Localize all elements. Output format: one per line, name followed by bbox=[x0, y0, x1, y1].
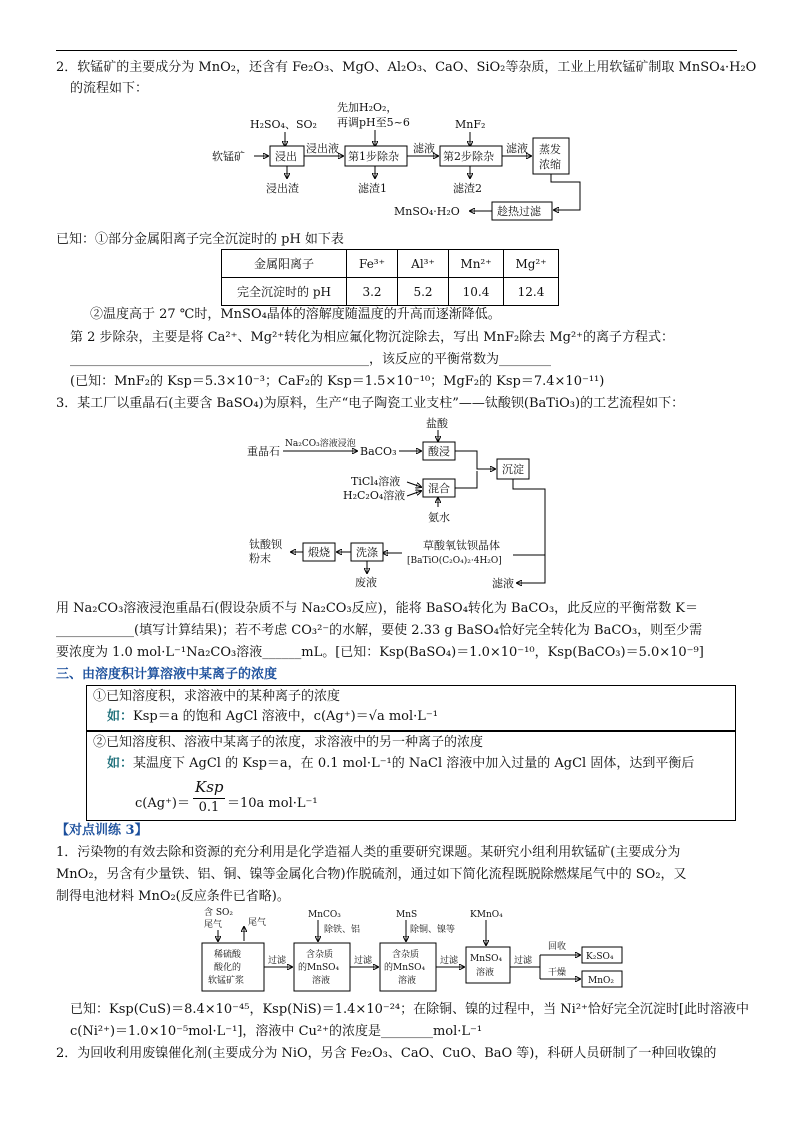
q3-hcl: 盐酸 bbox=[426, 417, 448, 430]
p-dry: 干燥 bbox=[548, 968, 567, 978]
q3-crystal1: 草酸氧钛钡晶体 bbox=[423, 539, 500, 552]
table-cell: 3.2 bbox=[347, 278, 398, 306]
q3-wash: 洗涤 bbox=[356, 546, 378, 559]
practice-flowchart bbox=[196, 905, 636, 997]
p-so2-2: 尾气 bbox=[204, 920, 223, 930]
q3-nh3: 氨水 bbox=[428, 511, 450, 524]
practice-q1-l2: MnO₂，另含有少量铁、铝、铜、镍等金属化合物)作脱硫剂，通过如下简化流程既脱除燃煤尾气中的 SO₂，又 bbox=[56, 867, 687, 882]
q2-flowchart bbox=[210, 98, 590, 224]
q2-evap2: 浓缩 bbox=[539, 158, 561, 171]
table-cell: 5.2 bbox=[398, 278, 449, 306]
p-mno2: MnO₂ bbox=[588, 976, 614, 986]
q3-ticl4: TiCl₄溶液 bbox=[351, 475, 401, 488]
q3-ask3: 要浓度为 1.0 mol·L⁻¹Na₂CO₃溶液______mL。[已知：Ksp(BaSO₄)＝1.0×10⁻¹⁰，Ksp(BaCO₃)＝5.0×10⁻⁹] bbox=[56, 645, 704, 660]
q3-mix: 混合 bbox=[428, 482, 450, 495]
p-filter2: 过滤 bbox=[354, 956, 373, 966]
p-imp1b: 含杂质 bbox=[392, 950, 420, 960]
box2-example-text: 某温度下 AgCl 的 Ksp＝a，在 0.1 mol·L⁻¹的 NaCl 溶液中加入过量的 AgCl 固体，达到平衡后 bbox=[133, 756, 695, 771]
q2-leach: 浸出 bbox=[275, 150, 297, 163]
q2-evap1: 蒸发 bbox=[539, 143, 561, 156]
q2-residue2: 滤渣2 bbox=[453, 182, 482, 195]
p-slurry1: 稀硫酸 bbox=[214, 950, 242, 960]
fraction-bar bbox=[193, 798, 225, 799]
p-remove-cu: 除铜、镍等 bbox=[410, 925, 456, 935]
q2-reagent1: H₂SO₄、SO₂ bbox=[250, 118, 317, 131]
q3-filtrate: 滤液 bbox=[492, 577, 514, 590]
p-recover: 回收 bbox=[548, 942, 567, 952]
method-box-1 bbox=[86, 685, 736, 731]
practice-q1-l3: 制得电池材料 MnO₂(反应条件已省略)。 bbox=[56, 889, 290, 904]
q2-ksp: (已知：MnF₂的 Ksp＝5.3×10⁻³；CaF₂的 Ksp＝1.5×10⁻¹⁰；MgF₂的 Ksp＝7.4×10⁻¹¹) bbox=[70, 374, 605, 389]
p-remove-fe: 除铁、铝 bbox=[324, 925, 361, 935]
table-cell: 10.4 bbox=[449, 278, 504, 306]
p-imp3: 溶液 bbox=[312, 976, 331, 986]
q3-soak: Na₂CO₃溶液浸泡 bbox=[285, 439, 356, 449]
table-row bbox=[222, 278, 559, 306]
p-filter1: 过滤 bbox=[268, 956, 287, 966]
q3-ask1: 用 Na₂CO₃溶液浸泡重晶石(假设杂质不与 Na₂CO₃反应)，能将 BaSO₄转化为 BaCO₃，此反应的平衡常数 K＝ bbox=[56, 601, 699, 616]
practice-q1-k2: c(Ni²⁺)＝1.0×10⁻⁵mol·L⁻¹]，溶液中 Cu²⁺的浓度是________mol·L⁻¹ bbox=[70, 1024, 483, 1039]
p-slurry2: 酸化的 bbox=[214, 963, 242, 973]
q3-baco3: BaCO₃ bbox=[360, 445, 397, 458]
p-k2so4: K₂SO₄ bbox=[586, 952, 614, 962]
q3-ask2: ____________(填写计算结果)；若不考虑 CO₃²⁻的水解，要使 2.33 g BaSO₄恰好完全转化为 BaCO₃，则至少需 bbox=[56, 623, 703, 638]
formula-right: ＝10a mol·L⁻¹ bbox=[227, 796, 318, 811]
q2-ask1: 第 2 步除杂，主要是将 Ca²⁺、Mg²⁺转化为相应氟化物沉淀除去，写出 MnF₂除去 Mg²⁺的离子方程式： bbox=[70, 330, 675, 345]
q3-title: 3．某工厂以重晶石(主要含 BaSO₄)为原料，生产“电子陶瓷工业支柱”——钛酸钡(BaTiO₃)的工艺流程如下： bbox=[56, 396, 685, 411]
q2-leach-liquid: 浸出液 bbox=[306, 142, 339, 155]
box1-example bbox=[107, 707, 438, 727]
p-so2-1: 含 SO₂ bbox=[204, 908, 234, 918]
q3-product2: 粉末 bbox=[249, 552, 271, 565]
q2-step1: 第1步除杂 bbox=[348, 150, 399, 163]
box2-example bbox=[107, 754, 694, 774]
p-imp3b: 溶液 bbox=[398, 976, 417, 986]
q2-leach-residue: 浸出渣 bbox=[266, 182, 299, 195]
table-cell: Mg²⁺ bbox=[504, 250, 559, 278]
q2-filtrate2: 滤液 bbox=[506, 142, 528, 155]
q3-h2c2o4: H₂C₂O₄溶液 bbox=[343, 489, 406, 502]
q3-flowchart bbox=[245, 415, 555, 593]
q2-known2: ②温度高于 27 ℃时，MnSO₄晶体的溶解度随温度的升高而逐渐降低。 bbox=[90, 307, 501, 322]
q2-known1: 已知：①部分金属阳离子完全沉淀时的 pH 如下表 bbox=[56, 232, 344, 247]
box1-title: ①已知溶度积，求溶液中的某种离子的浓度 bbox=[93, 689, 341, 704]
ph-table bbox=[221, 249, 559, 306]
section3-heading: 三、由溶度积计算溶液中某离子的浓度 bbox=[56, 667, 278, 682]
table-cell: 12.4 bbox=[504, 278, 559, 306]
table-row bbox=[222, 250, 559, 278]
box1-example-text: Ksp＝a 的饱和 AgCl 溶液中，c(Ag⁺)＝√a mol·L⁻¹ bbox=[133, 709, 438, 724]
example-label: 如： bbox=[107, 756, 134, 771]
top-rule bbox=[56, 50, 737, 51]
q3-acid-leach: 酸浸 bbox=[428, 445, 450, 458]
q3-crystal2: [BaTiO(C₂O₄)₂·4H₂O] bbox=[407, 556, 502, 566]
q3-waste: 废液 bbox=[355, 576, 377, 589]
q2-hotfilter: 趁热过滤 bbox=[497, 205, 541, 218]
practice-q2-l1: 2．为回收利用废镍催化剂(主要成分为 NiO，另含 Fe₂O₃、CaO、CuO、BaO 等)，科研人员研制了一种回收镍的 bbox=[56, 1046, 717, 1061]
q3-raw: 重晶石 bbox=[247, 445, 280, 458]
p-imp1: 含杂质 bbox=[306, 950, 334, 960]
example-label: 如： bbox=[107, 709, 134, 724]
p-filter3: 过滤 bbox=[440, 956, 459, 966]
q2-title: 2．软锰矿的主要成分为 MnO₂，还含有 Fe₂O₃、MgO、Al₂O₃、CaO、SiO₂等杂质，工业上用软锰矿制取 MnSO₄·H₂O bbox=[56, 60, 757, 75]
table-cell: 金属阳离子 bbox=[222, 250, 347, 278]
q2-raw: 软锰矿 bbox=[212, 150, 245, 163]
q3-precip: 沉淀 bbox=[502, 463, 524, 476]
q2-mnf2: MnF₂ bbox=[455, 118, 486, 131]
practice-q1-k1: 已知：Ksp(CuS)＝8.4×10⁻⁴⁵，Ksp(NiS)＝1.4×10⁻²⁴；在除铜、镍的过程中，当 Ni²⁺恰好完全沉淀时[此时溶液中 bbox=[70, 1002, 749, 1017]
q2-add-top1: 先加H₂O₂， bbox=[337, 101, 398, 114]
q3-product1: 钛酸钡 bbox=[249, 538, 282, 551]
q3-calcine: 煅烧 bbox=[308, 546, 330, 559]
table-cell: Al³⁺ bbox=[398, 250, 449, 278]
p-imp2b: 的MnSO₄ bbox=[384, 963, 426, 973]
box2-title: ②已知溶度积、溶液中某离子的浓度，求溶液中的另一种离子的浓度 bbox=[93, 735, 484, 750]
method-box-2 bbox=[86, 731, 736, 821]
p-filter4: 过滤 bbox=[514, 956, 533, 966]
q2-add-top2: 再调pH至5~6 bbox=[337, 116, 410, 129]
table-cell: Mn²⁺ bbox=[449, 250, 504, 278]
p-slurry3: 软锰矿浆 bbox=[208, 976, 245, 986]
q2-product: MnSO₄·H₂O bbox=[394, 205, 460, 218]
q2-ask2: ______________________________________________，该反应的平衡常数为________ bbox=[70, 352, 552, 367]
q2-filtrate: 滤液 bbox=[413, 142, 435, 155]
table-cell: 完全沉淀时的 pH bbox=[222, 278, 347, 306]
p-mnco3: MnCO₃ bbox=[308, 910, 341, 920]
p-mnso4-2: 溶液 bbox=[476, 968, 495, 978]
practice-q1-l1: 1．污染物的有效去除和资源的充分利用是化学造福人类的重要研究课题。某研究小组利用软锰矿(主要成分为 bbox=[56, 845, 681, 860]
table-cell: Fe³⁺ bbox=[347, 250, 398, 278]
p-kmno4: KMnO₄ bbox=[470, 910, 503, 920]
q2-title-cont: 的流程如下： bbox=[70, 81, 149, 96]
formula-numerator: Ksp bbox=[195, 778, 224, 796]
p-mnso4-1: MnSO₄ bbox=[470, 954, 503, 964]
q2-residue1: 滤渣1 bbox=[358, 182, 387, 195]
practice-heading: 【对点训练 3】 bbox=[56, 823, 148, 838]
p-tail: 尾气 bbox=[248, 918, 267, 928]
p-imp2: 的MnSO₄ bbox=[298, 963, 340, 973]
p-mns: MnS bbox=[396, 910, 418, 920]
formula-denominator: 0.1 bbox=[198, 800, 220, 815]
q2-step2: 第2步除杂 bbox=[443, 150, 494, 163]
formula-left: c(Ag⁺)＝ bbox=[135, 796, 190, 811]
